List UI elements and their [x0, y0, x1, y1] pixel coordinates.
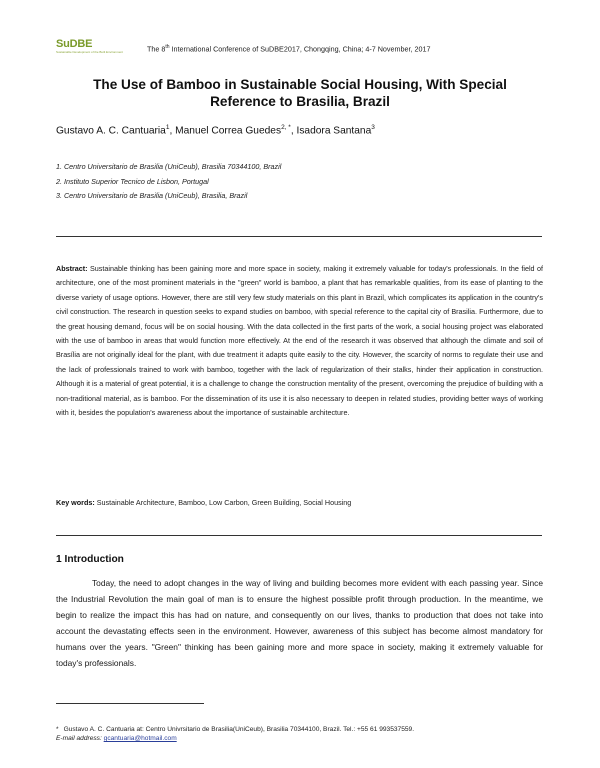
conference-header — [147, 44, 430, 53]
title-line-1: The Use of Bamboo in Sustainable Social Housing, With Special — [93, 77, 507, 92]
logo-text: SuDBE — [56, 38, 93, 50]
footnote-text: Gustavo A. C. Cantuaria at: Centro Univrsitario de Brasilia(UniCeub), Brasilia 70344100, Brazil. Tel.: +55 61 993537559. — [63, 726, 415, 733]
logo-tagline: Sustainable Development of the Built Environment — [56, 50, 123, 54]
author-name: Manuel Correa Guedes — [175, 125, 282, 137]
conference-pre: The 8 — [147, 44, 166, 54]
footnote-divider — [56, 703, 204, 704]
author-list: Gustavo A. C. Cantuaria$^1$, Manuel Correa Guedes$^{2, *}$, Isadora Santana$^3$ — [56, 124, 375, 137]
conference-post: International Conference of SuDBE2017, Chongqing, China; 4-7 November, 2017 — [169, 44, 431, 54]
intro-paragraph: Today, the need to adopt changes in the way of living and building becomes more evident with each passing year. Since the Industrial Revolution the main goal of man is to ensure the highest possible profit through production. In the meantime, we begin to realize the impact this has had on nature, and consequently on our lives, thanks to production that does not take into account the devastating effects seen in the environment. However, awareness of this subject has become almost mandatory for humans over the years. "Green" thinking has been gaining more and more space in society, making it extremely valuable for today's professionals. — [56, 578, 543, 668]
abstract-label: Abstract: — [56, 264, 88, 273]
email-label: E-mail address: — [56, 735, 102, 742]
abstract — [56, 262, 543, 420]
abstract-text: Sustainable thinking has been gaining more and more space in society, making it extremely valuable for today's professionals. In the field of architecture, one of the most prominent materials in the "green" world is bamboo, a plant that has remarkable qualities, from its ease of planting to the diverse variety of usage options. However, there are still very few study materials on this plant in Brazil, which complicates its application in the country's civil construction. The research in question seeks to expand studies on bamboo, with special reference to the capital city of Brasilia. Furthermore, due to the great housing demand, focus will be on social housing. With the data collected in the first parts of the work, a social housing project was elaborated with the use of bamboo in areas that would function more effectively. At the end of the research it was observed that although the climate and soil of Brasília are not originally ideal for the plant, with due treatment it adapts quite easily to the city. However, the scarcity of norms to regulate their use and the lack of professionals trained to work with bamboo, together with the lack of regularization of their stalks, hinder their application in construction. Although it is a material of great potential, it is a challenge to change the construction mentality of the present, overcoming the prejudice of building with a non-traditional material, as is bamboo. For the dissemination of its use it is also necessary to deepen in related studies, providing better ways of working with it, besides the population's awareness about the importance of sustainable architecture. — [56, 264, 543, 418]
footnote-marker: * — [56, 726, 59, 733]
author-sup: 3 — [371, 124, 375, 131]
author-sup: 2, * — [281, 124, 291, 131]
affiliations — [56, 162, 281, 206]
keywords — [56, 498, 351, 507]
conference-sup: th — [165, 44, 170, 50]
affiliation: 2. Instituto Superior Tecnico de Lisbon, Portugal — [56, 176, 209, 186]
affiliation: 3. Centro Universitario de Brasilia (UniCeub), Brasilia, Brazil — [56, 191, 248, 200]
keywords-text: Sustainable Architecture, Bamboo, Low Carbon, Green Building, Social Housing — [94, 498, 352, 507]
footnote — [56, 725, 543, 743]
conference-logo — [56, 38, 123, 56]
title-line-2: Reference to Brasilia, Brazil — [210, 94, 390, 109]
keywords-label: Key words: — [56, 498, 95, 507]
author-name: Isadora Santana — [296, 125, 372, 137]
author-sup: 1 — [165, 124, 170, 131]
affiliation: 1. Centro Universitario de Brasilia (UniCeub), Brasilia 70344100, Brazil — [56, 162, 282, 171]
section-heading: 1 Introduction — [56, 554, 124, 565]
email-link[interactable]: gcantuaria@hotmail.com — [103, 735, 177, 742]
author-name: Gustavo A. C. Cantuaria — [56, 125, 166, 137]
paper-title — [40, 76, 560, 110]
divider — [56, 236, 542, 237]
divider — [56, 535, 542, 536]
